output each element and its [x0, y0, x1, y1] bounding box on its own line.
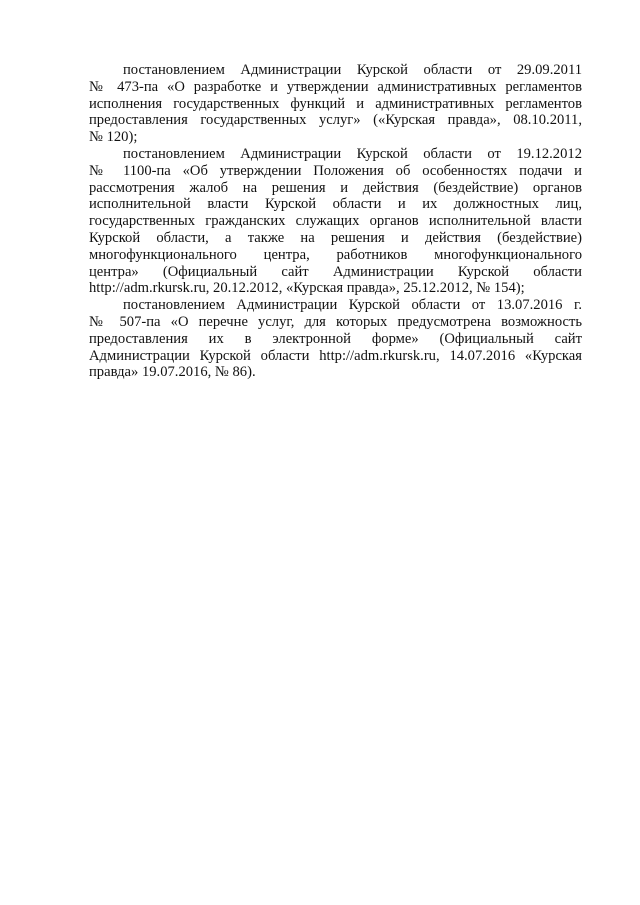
document-body — [89, 62, 582, 381]
paragraph-line: Курской области, а также на решения и действия (бездействие) — [89, 229, 582, 246]
paragraph-line: центра» (Официальный сайт Администрации Курской области — [89, 263, 582, 280]
paragraph-line: постановлением Администрации Курской области от 19.12.2012 — [123, 145, 582, 162]
paragraph-line: исполнения государственных функций и административных регламентов — [89, 95, 582, 112]
paragraph-line: постановлением Администрации Курской области от 13.07.2016 г. — [123, 297, 582, 314]
paragraph-line: правда» 19.07.2016, № 86). — [89, 364, 256, 381]
paragraph-line: государственных гражданских служащих органов исполнительной власти — [89, 213, 582, 230]
paragraph-line: предоставления государственных услуг» («Курская правда», 08.10.2011, — [89, 112, 582, 129]
paragraph-resolution-473 — [89, 62, 582, 146]
paragraph-line: № 473-па «О разработке и утверждении административных регламентов — [89, 78, 582, 95]
paragraph-line: постановлением Администрации Курской области от 29.09.2011 — [123, 62, 582, 78]
paragraph-line: предоставления их в электронной форме» (Официальный сайт — [89, 330, 582, 347]
paragraph-line: многофункционального центра, работников многофункционального — [89, 246, 582, 263]
paragraph-line: Администрации Курской области http://adm.rkursk.ru, 14.07.2016 «Курская — [89, 347, 582, 364]
paragraph-line: № 507-па «О перечне услуг, для которых предусмотрена возможность — [89, 313, 582, 330]
paragraph-resolution-507 — [89, 297, 582, 381]
paragraph-resolution-1100 — [89, 146, 582, 297]
paragraph-line: исполнительной власти Курской области и их должностных лиц, — [89, 196, 582, 213]
paragraph-line: рассмотрения жалоб на решения и действия (бездействие) органов — [89, 179, 582, 196]
paragraph-line: № 1100-па «Об утверждении Положения об особенностях подачи и — [89, 162, 582, 179]
paragraph-line: № 120); — [89, 129, 138, 146]
paragraph-line: http://adm.rkursk.ru, 20.12.2012, «Курская правда», 25.12.2012, № 154); — [89, 280, 525, 297]
